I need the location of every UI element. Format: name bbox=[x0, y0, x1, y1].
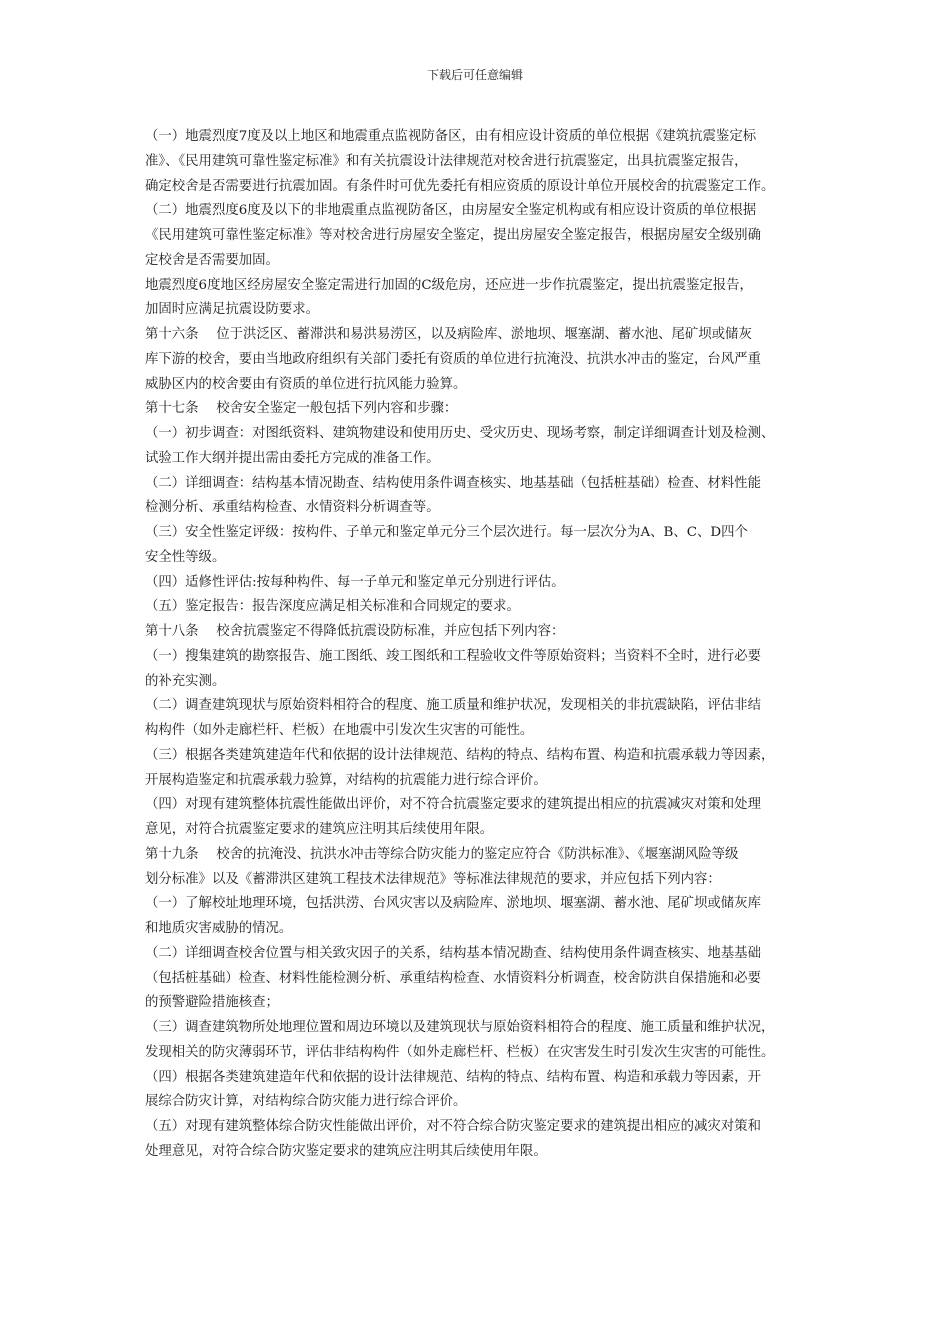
text-line: （一）初步调查：对图纸资料、建筑物建设和使用历史、受灾历史、现场考察，制定详细调查计划及检测、 bbox=[145, 426, 775, 441]
text-line: 处理意见，对符合综合防灾鉴定要求的建筑应注明其后续使用年限。 bbox=[145, 1143, 547, 1159]
text-line: 确定校舍是否需要进行抗震加固。有条件时可优先委托有相应资质的原设计单位开展校舍的抗震鉴定工作。 bbox=[145, 178, 775, 194]
text-line: （三）根据各类建筑建造年代和依据的设计法律规范、结构的特点、结构布置、构造和抗震承载力等因素， bbox=[145, 747, 775, 763]
text-line: 《民用建筑可靠性鉴定标准》等对校舍进行房屋安全鉴定，提出房屋安全鉴定报告，根据房屋安全级别确 bbox=[145, 228, 761, 243]
text-line: （二）地震烈度6度及以下的非地震重点监视防备区，由房屋安全鉴定机构或有相应设计资质的单位根据 bbox=[145, 203, 757, 219]
text-line: 地震烈度6度地区经房屋安全鉴定需进行加固的C级危房，还应进一步作抗震鉴定，提出抗震鉴定报告， bbox=[145, 277, 753, 293]
text-line: （五）对现有建筑整体综合防灾性能做出评价，对不符合综合防灾鉴定要求的建筑提出相应的减灾对策和 bbox=[145, 1119, 761, 1134]
text-line: （五）鉴定报告：报告深度应满足相关标准和合同规定的要求。 bbox=[145, 599, 520, 615]
text-line: （二）调查建筑现状与原始资料相符合的程度、施工质量和维护状况，发现相关的非抗震缺陷，评估非结 bbox=[145, 698, 761, 714]
text-line: 开展构造鉴定和抗震承载力验算，对结构的抗震能力进行综合评价。 bbox=[145, 772, 547, 788]
text-line: 构构件（如外走廊栏杆、栏板）在地震中引发次生灾害的可能性。 bbox=[145, 723, 534, 738]
text-line: 威胁区内的校舍要由有资质的单位进行抗风能力验算。 bbox=[145, 376, 467, 392]
text-line: 第十六条 位于洪泛区、蓄滞洪和易洪易涝区，以及病险库、淤地坝、堰塞湖、蓄水池、尾矿坝或储灰 bbox=[145, 327, 752, 342]
text-line: （一）地震烈度7度及以上地区和地震重点监视防备区，由有相应设计资质的单位根据《建筑抗震鉴定标 bbox=[145, 129, 757, 144]
document-body bbox=[145, 125, 815, 1165]
text-line: （二）详细调查：结构基本情况勘查、结构使用条件调查核实、地基基础（包括桩基础）检查、材料性能 bbox=[145, 475, 761, 491]
text-line: 第十八条 校舍抗震鉴定不得降低抗震设防标准，并应包括下列内容： bbox=[145, 624, 565, 639]
text-line: 和地质灾害威胁的情况。 bbox=[145, 921, 293, 936]
text-line: 加固时应满足抗震设防要求。 bbox=[145, 302, 320, 318]
text-line: （三）安全性鉴定评级：按构件、子单元和鉴定单元分三个层次进行。每一层次分为A、B、C、D四个 bbox=[145, 525, 748, 540]
text-line: 第十九条 校舍的抗淹没、抗洪水冲击等综合防灾能力的鉴定应符合《防洪标准》、《堰塞湖风险等级 bbox=[145, 846, 739, 862]
text-line: 展综合防灾计算，对结构综合防灾能力进行综合评价。 bbox=[145, 1094, 467, 1110]
text-line: （二）详细调查校舍位置与相关致灾因子的关系，结构基本情况勘查、结构使用条件调查核实、地基基础 bbox=[145, 945, 761, 961]
text-line: （四）对现有建筑整体抗震性能做出评价，对不符合抗震鉴定要求的建筑提出相应的抗震减灾对策和处理 bbox=[145, 797, 761, 813]
text-line: （三）调查建筑物所处地理位置和周边环境以及建筑现状与原始资料相符合的程度、施工质量和维护状况， bbox=[145, 1020, 775, 1035]
text-line: 划分标准》以及《蓄滞洪区建筑工程技术法律规范》等标准法律规范的要求，并应包括下列内容： bbox=[145, 871, 721, 887]
text-line: （四）根据各类建筑建造年代和依据的设计法律规范、结构的特点、结构布置、构造和承载力等因素，开 bbox=[145, 1069, 761, 1085]
text-line: 的补充实测。 bbox=[145, 673, 226, 689]
text-line: （包括桩基础）检查、材料性能检测分析、承重结构检查、水情资料分析调查，校舍防洪自保措施和必要 bbox=[145, 970, 761, 986]
text-line: 检测分析、承重结构检查、水情资料分析调查等。 bbox=[145, 500, 440, 516]
text-line: 发现相关的防灾薄弱环节，评估非结构构件（如外走廊栏杆、栏板）在灾害发生时引发次生灾害的可能性。 bbox=[145, 1044, 775, 1060]
page-header: 下载后可任意编辑 bbox=[426, 68, 523, 82]
text-line: （一）了解校址地理环境，包括洪涝、台风灾害以及病险库、淤地坝、堰塞湖、蓄水池、尾矿坝或储灰库 bbox=[145, 896, 761, 912]
text-line: （四）适修性评估:按每种构件、每一子单元和鉴定单元分别进行评估。 bbox=[145, 574, 565, 590]
text-line: 定校舍是否需要加固。 bbox=[145, 252, 279, 268]
text-line: 的预警避险措施核查； bbox=[145, 995, 279, 1011]
text-line: 安全性等级。 bbox=[145, 549, 226, 565]
text-line: 库下游的校舍，要由当地政府组织有关部门委托有资质的单位进行抗淹没、抗洪水冲击的鉴定，台风严重 bbox=[145, 351, 761, 367]
text-line: 试验工作大纲并提出需由委托方完成的准备工作。 bbox=[145, 450, 440, 466]
text-line: 意见，对符合抗震鉴定要求的建筑应注明其后续使用年限。 bbox=[145, 822, 494, 837]
text-line: 准》、《民用建筑可靠性鉴定标准》和有关抗震设计法律规范对校舍进行抗震鉴定，出具抗震鉴定报告， bbox=[145, 153, 748, 169]
text-line: （一）搜集建筑的勘察报告、施工图纸、竣工图纸和工程验收文件等原始资料；当资料不全时，进行必要 bbox=[145, 648, 761, 664]
text-line: 第十七条 校舍安全鉴定一般包括下列内容和步骤： bbox=[145, 401, 458, 417]
